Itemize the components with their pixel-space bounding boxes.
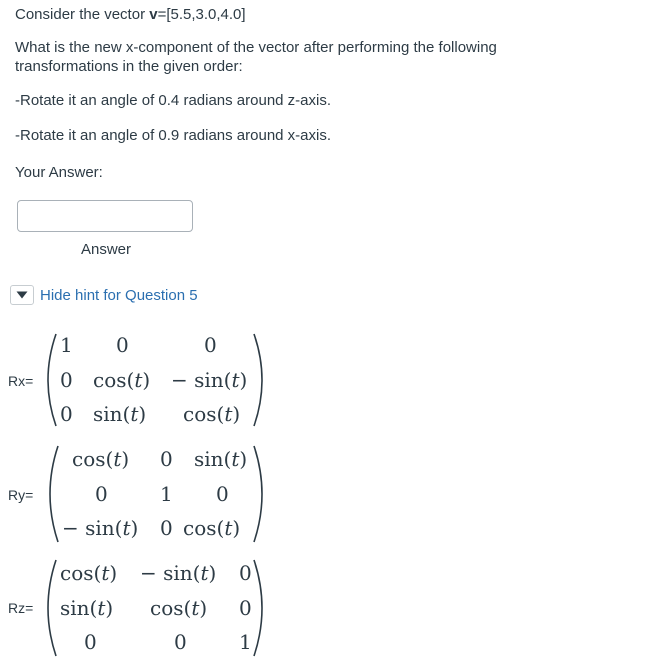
rx-cell-2-1: 0	[60, 368, 73, 392]
transformation-step-2: -Rotate it an angle of 0.9 radians around x-axis.	[15, 127, 332, 144]
hide-hint-label[interactable]: Hide hint for Question 5	[40, 286, 198, 304]
ry-cell-3-2: 0	[160, 516, 173, 540]
ry-cell-3-1: − sin(t)	[62, 516, 139, 540]
ry-cell-2-1: 0	[95, 482, 108, 506]
rx-cell-3-2: sin(t)	[93, 402, 147, 426]
rz-cell-2-3: 0	[239, 596, 252, 620]
hide-hint-toggle[interactable]	[10, 284, 198, 306]
rz-cell-1-2: − sin(t)	[140, 561, 217, 585]
transformation-step-1: -Rotate it an angle of 0.4 radians around z-axis.	[15, 92, 332, 109]
ry-cell-1-2: 0	[160, 447, 173, 471]
ry-cell-3-3: cos(t)	[183, 516, 241, 540]
rz-cell-3-2: 0	[174, 630, 187, 654]
answer-input[interactable]	[17, 200, 193, 232]
ry-cell-1-3: sin(t)	[194, 447, 248, 471]
vector-symbol: v	[149, 6, 158, 23]
rx-cell-1-1: 1	[60, 333, 73, 357]
rx-right-paren	[252, 332, 272, 428]
answer-caption: Answer	[80, 241, 132, 258]
rx-cell-3-3: cos(t)	[183, 402, 241, 426]
rx-label: Rx=	[8, 373, 34, 389]
rz-cell-3-3: 1	[239, 630, 252, 654]
rz-cell-1-1: cos(t)	[60, 561, 118, 585]
rx-cell-2-3: − sin(t)	[171, 368, 248, 392]
ry-cell-2-3: 0	[216, 482, 229, 506]
rz-right-paren	[252, 558, 272, 658]
vector-prefix: Consider the vector	[15, 6, 150, 23]
rx-cell-1-3: 0	[204, 333, 217, 357]
rx-cell-1-2: 0	[116, 333, 129, 357]
rz-cell-2-1: sin(t)	[60, 596, 114, 620]
rz-left-paren	[38, 558, 58, 658]
question-vector-line	[15, 5, 246, 24]
rx-cell-3-1: 0	[60, 402, 73, 426]
rx-left-paren	[38, 332, 58, 428]
rz-cell-1-3: 0	[239, 561, 252, 585]
triangle-down-icon	[10, 285, 34, 305]
rx-cell-2-2: cos(t)	[93, 368, 151, 392]
rz-cell-3-1: 0	[84, 630, 97, 654]
rz-cell-2-2: cos(t)	[150, 596, 208, 620]
vector-values: =[5.5,3.0,4.0]	[157, 6, 246, 23]
rz-label: Rz=	[8, 600, 34, 616]
ry-cell-1-1: cos(t)	[72, 447, 130, 471]
ry-right-paren	[252, 444, 272, 544]
ry-left-paren	[40, 444, 60, 544]
ry-label: Ry=	[8, 487, 34, 503]
ry-cell-2-2: 1	[160, 482, 173, 506]
your-answer-label: Your Answer:	[15, 164, 103, 181]
question-prompt: What is the new x-component of the vector after performing the following transformations in the given order:	[15, 39, 497, 75]
